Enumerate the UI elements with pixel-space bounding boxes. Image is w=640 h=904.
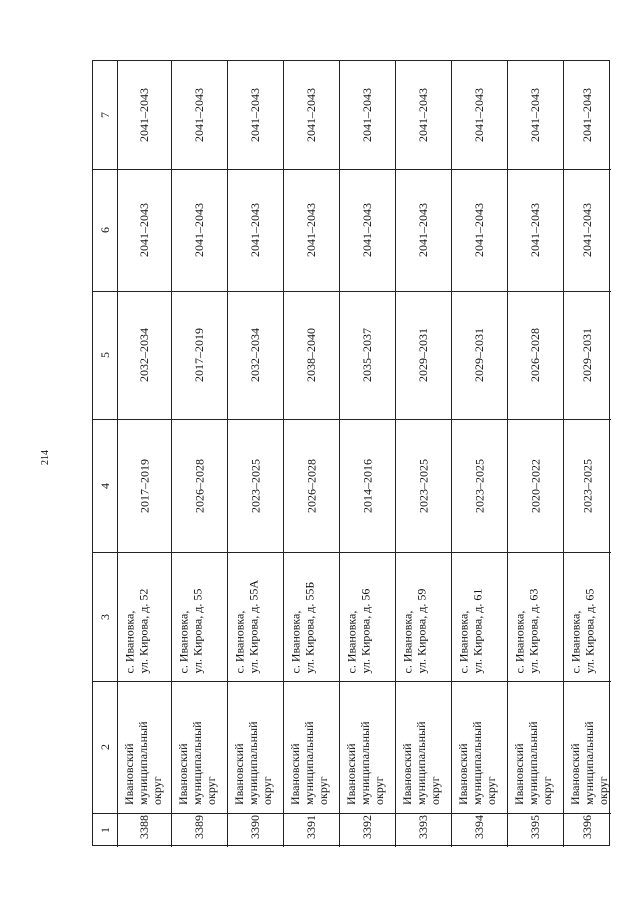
period-col6: 2041–2043 — [472, 203, 486, 257]
period-col7: 2041–2043 — [528, 88, 542, 142]
address-cell: с. Ивановка, ул. Кирова, д. 55Б — [288, 581, 316, 673]
period-col5: 2029–2031 — [472, 328, 486, 382]
address-cell: с. Ивановка, ул. Кирова, д. 59 — [400, 588, 428, 673]
district-cell: Ивановский муниципальный округ — [288, 721, 330, 805]
district-cell: Ивановский муниципальный округ — [512, 721, 554, 805]
period-col7: 2041–2043 — [248, 88, 262, 142]
period-col7: 2041–2043 — [360, 88, 374, 142]
row-number: 3396 — [580, 815, 594, 839]
period-col6: 2041–2043 — [137, 203, 151, 257]
column-header: 2 — [98, 744, 112, 750]
column-header: 1 — [98, 827, 112, 833]
column-header: 4 — [98, 482, 112, 489]
period-col5: 2026–2028 — [528, 328, 542, 382]
page-number: 214 — [40, 450, 51, 465]
row-divider — [563, 61, 564, 847]
district-cell: Ивановский муниципальный округ — [232, 721, 274, 805]
row-divider — [171, 61, 172, 847]
row-divider — [451, 61, 452, 847]
period-col5: 2029–2031 — [580, 328, 594, 382]
period-col4: 2026–2028 — [192, 458, 206, 513]
district-cell: Ивановский муниципальный округ — [344, 721, 386, 805]
period-col7: 2041–2043 — [192, 88, 206, 142]
row-divider — [283, 61, 284, 847]
period-col4: 2014–2016 — [360, 458, 374, 513]
row-number: 3391 — [304, 815, 318, 839]
period-col6: 2041–2043 — [416, 203, 430, 257]
period-col4: 2023–2025 — [472, 458, 486, 513]
column-header: 5 — [98, 352, 112, 358]
column-header: 7 — [98, 112, 112, 118]
row-number: 3394 — [472, 815, 486, 839]
period-col7: 2041–2043 — [137, 88, 151, 142]
data-table — [92, 60, 610, 846]
address-cell: с. Ивановка, ул. Кирова, д. 61 — [456, 588, 484, 673]
period-col4: 2023–2025 — [580, 458, 594, 513]
row-divider — [507, 61, 508, 847]
address-cell: с. Ивановка, ул. Кирова, д. 52 — [122, 588, 150, 673]
period-col5: 2032–2034 — [248, 328, 262, 382]
period-col4: 2017–2019 — [137, 458, 151, 513]
address-cell: с. Ивановка, ул. Кирова, д. 63 — [512, 588, 540, 673]
row-number: 3395 — [528, 815, 542, 839]
period-col6: 2041–2043 — [528, 203, 542, 257]
column-header: 6 — [98, 227, 112, 233]
row-number: 3388 — [137, 815, 151, 839]
address-cell: с. Ивановка, ул. Кирова, д. 56 — [344, 588, 372, 673]
period-col5: 2038–2040 — [304, 328, 318, 382]
row-number: 3389 — [192, 815, 206, 839]
address-cell: с. Ивановка, ул. Кирова, д. 55А — [232, 579, 260, 673]
period-col7: 2041–2043 — [580, 88, 594, 142]
address-cell: с. Ивановка, ул. Кирова, д. 55 — [176, 588, 204, 673]
period-col4: 2023–2025 — [416, 458, 430, 513]
row-number: 3390 — [248, 815, 262, 839]
row-divider — [339, 61, 340, 847]
address-cell: с. Ивановка, ул. Кирова, д. 65 — [568, 588, 596, 673]
row-number: 3393 — [416, 815, 430, 839]
row-divider — [227, 61, 228, 847]
period-col4: 2020–2022 — [528, 458, 542, 513]
period-col4: 2026–2028 — [304, 458, 318, 513]
period-col6: 2041–2043 — [304, 203, 318, 257]
period-col7: 2041–2043 — [304, 88, 318, 142]
row-number: 3392 — [360, 815, 374, 839]
period-col6: 2041–2043 — [248, 203, 262, 257]
period-col7: 2041–2043 — [416, 88, 430, 142]
period-col5: 2029–2031 — [416, 328, 430, 382]
district-cell: Ивановский муниципальный округ — [400, 721, 442, 805]
district-cell: Ивановский муниципальный округ — [456, 721, 498, 805]
period-col6: 2041–2043 — [192, 203, 206, 257]
period-col5: 2035–2037 — [360, 328, 374, 382]
district-cell: Ивановский муниципальный округ — [176, 721, 218, 805]
period-col6: 2041–2043 — [360, 203, 374, 257]
period-col5: 2032–2034 — [137, 328, 151, 382]
period-col6: 2041–2043 — [580, 203, 594, 257]
district-cell: Ивановский муниципальный округ — [568, 721, 610, 805]
district-cell: Ивановский муниципальный округ — [122, 721, 164, 805]
column-header: 3 — [98, 613, 112, 620]
period-col7: 2041–2043 — [472, 88, 486, 142]
row-divider — [117, 61, 118, 847]
period-col4: 2023–2025 — [248, 458, 262, 513]
period-col5: 2017–2019 — [192, 328, 206, 382]
row-divider — [395, 61, 396, 847]
